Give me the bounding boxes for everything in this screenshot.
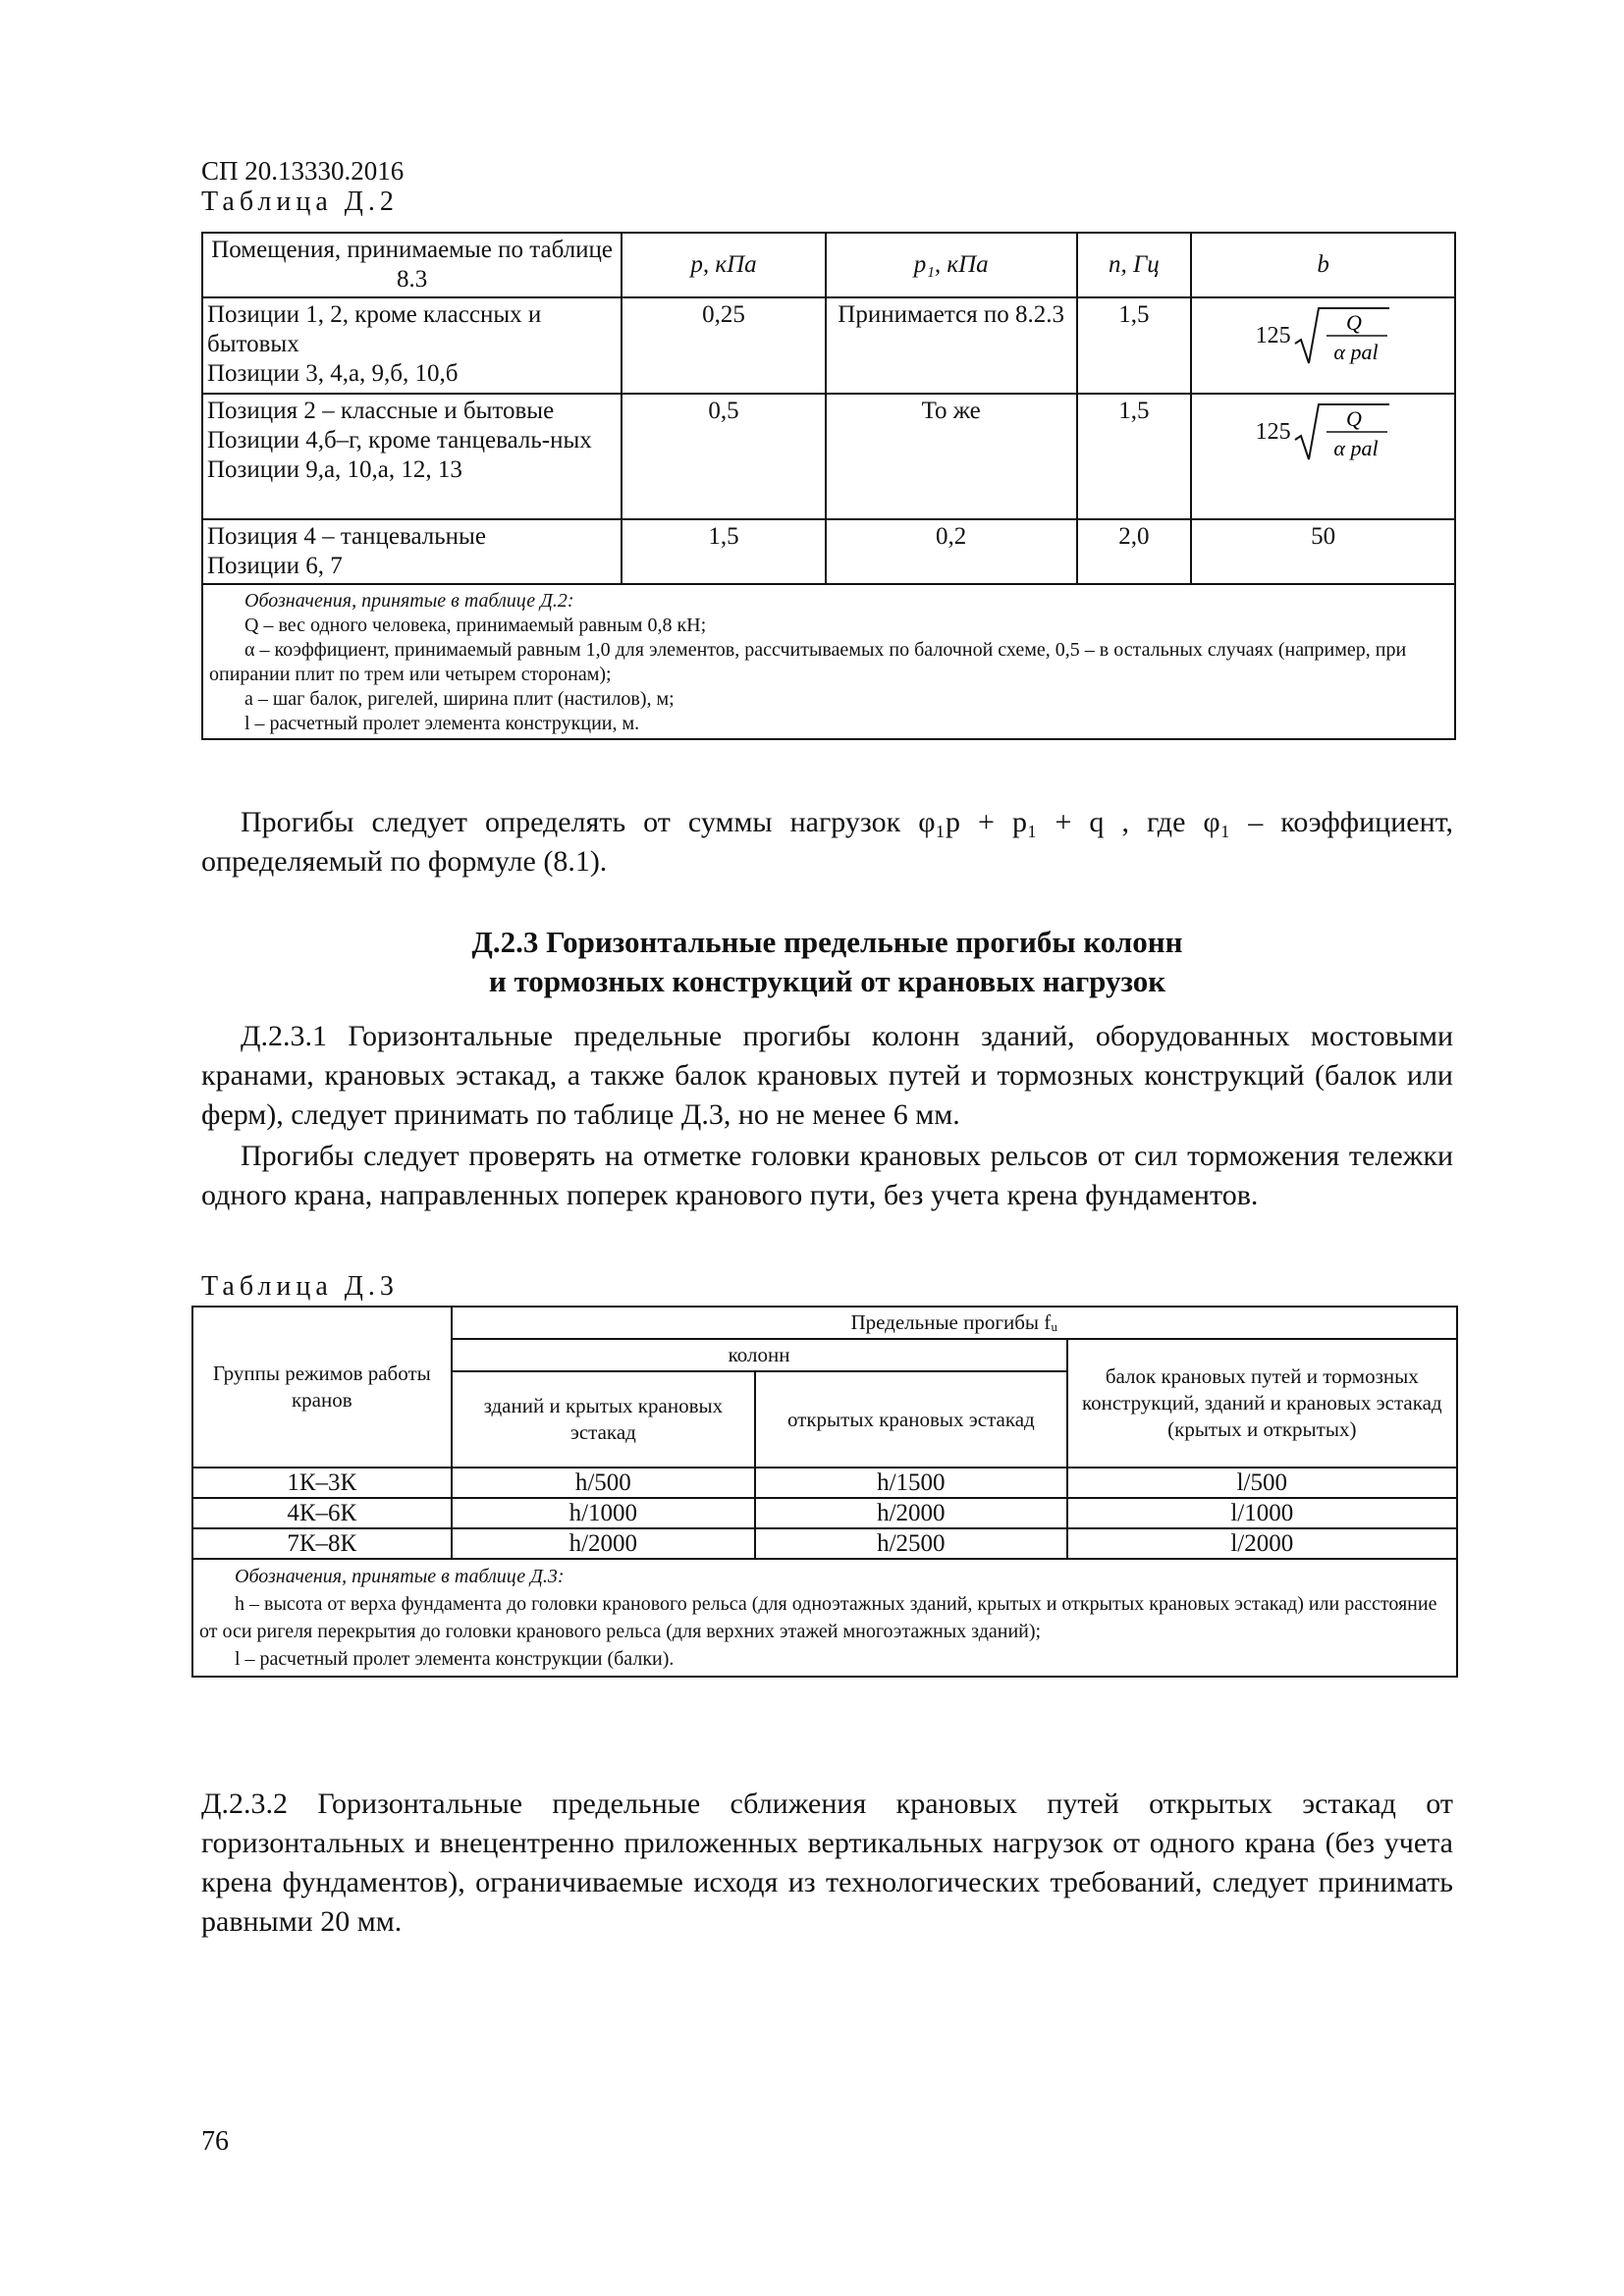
p-cell: 1,5 bbox=[622, 519, 826, 584]
p-cell: 0,5 bbox=[622, 394, 826, 519]
paragraph-d232: Д.2.3.2 Горизонтальные предельные сближения крановых путей открытых эстакад от горизонтальных и внецентренно приложенных вертикальных нагрузок от одного крана (без учета крена фундаментов), ограничиваемые исходя из технологических требований, следует принимать равными 20 мм. bbox=[201, 1788, 1453, 1938]
premises-line: Позиции 3, 4,а, 9,б, 10,б bbox=[207, 360, 459, 387]
b-formula bbox=[1256, 304, 1391, 367]
p1-cell: 0,2 bbox=[826, 519, 1077, 584]
p1-cell: То же bbox=[826, 394, 1077, 519]
sqrt-icon bbox=[1293, 304, 1391, 367]
premises-line: Позиции 1, 2, кроме классных и бытовых bbox=[207, 301, 542, 357]
note-line: α – коэффициент, принимаемый равным 1,0 для элементов, рассчитываемых по балочной схеме, 0,5 – в остальных случаях (например, при опирании плит по трем или четырем сторонам); bbox=[209, 639, 1407, 685]
note-line: h – высота от верха фундамента до головки кранового рельса (для одноэтажных зданий, крытых и открытых крановых эстакад) или расстояние от оси ригеля перекрытия до головки кранового рельса (для верхних этажей многоэтажных зданий); bbox=[199, 1593, 1437, 1642]
header-crane-beams: балок крановых путей и тормозных конструкций, зданий и крановых эстакад (крытых и открытых) bbox=[1067, 1339, 1457, 1468]
notes-row bbox=[202, 584, 1455, 739]
section-heading bbox=[201, 923, 1453, 1001]
paragraph-check-deflection: Прогибы следует проверять на отметке головки крановых рельсов от сил торможения тележки одного крана, направленных поперек кранового пути, без учета крена фундаментов. bbox=[201, 1140, 1453, 1211]
premises-line: Позиция 4 – танцевальные bbox=[207, 523, 486, 550]
table-d3 bbox=[191, 1306, 1458, 1678]
premises-cell bbox=[202, 297, 622, 394]
formula-denominator: α pal bbox=[1333, 340, 1379, 364]
n-cell: 1,5 bbox=[1077, 297, 1192, 394]
note-line: l – расчетный пролет элемента конструкции (балки). bbox=[235, 1648, 675, 1670]
header-buildings: зданий и крытых крановых эстакад bbox=[452, 1371, 756, 1468]
table-row bbox=[202, 519, 1455, 584]
p1-cell: Принимается по 8.2.3 bbox=[826, 297, 1077, 394]
formula-coefficient: 125 bbox=[1255, 323, 1291, 348]
header-p: p, кПа bbox=[622, 233, 826, 297]
table-d2 bbox=[201, 232, 1456, 740]
table-header-row bbox=[192, 1307, 1457, 1339]
b-cell: 50 bbox=[1191, 519, 1455, 584]
table3-notes bbox=[192, 1559, 1457, 1677]
notes-title: Обозначения, принятые в таблице Д.3: bbox=[235, 1566, 565, 1587]
premises-line: Позиция 2 – классные и бытовые bbox=[207, 398, 555, 424]
group-cell: 7К–8К bbox=[192, 1528, 452, 1559]
premises-line: Позиции 4,б–г, кроме танцеваль-ных bbox=[207, 427, 592, 454]
page-header bbox=[201, 155, 404, 218]
formula-coefficient: 125 bbox=[1255, 419, 1291, 445]
table3-caption: Таблица Д.3 bbox=[201, 1271, 399, 1302]
table-row bbox=[192, 1528, 1457, 1559]
value-cell: l/500 bbox=[1067, 1468, 1457, 1498]
notes-row bbox=[192, 1559, 1457, 1677]
b-formula bbox=[1256, 400, 1391, 463]
value-cell: h/2000 bbox=[452, 1528, 756, 1559]
value-cell: l/1000 bbox=[1067, 1498, 1457, 1528]
table-row bbox=[192, 1498, 1457, 1528]
header-b: b bbox=[1191, 233, 1455, 297]
sqrt-icon bbox=[1293, 400, 1391, 463]
doc-code: СП 20.13330.2016 bbox=[201, 156, 405, 186]
table-row bbox=[192, 1468, 1457, 1498]
p-cell: 0,25 bbox=[622, 297, 826, 394]
page-number: 76 bbox=[201, 2126, 229, 2157]
premises-cell bbox=[202, 519, 622, 584]
formula-denominator: α pal bbox=[1333, 436, 1379, 460]
header-columns: колонн bbox=[452, 1339, 1067, 1371]
b-cell bbox=[1191, 297, 1455, 394]
premises-line: Позиции 6, 7 bbox=[207, 553, 343, 579]
table-row bbox=[202, 297, 1455, 394]
value-cell: h/1500 bbox=[755, 1468, 1066, 1498]
header-open-trestles: открытых крановых эстакад bbox=[755, 1371, 1066, 1468]
group-cell: 1К–3К bbox=[192, 1468, 452, 1498]
formula-numerator: Q bbox=[1345, 310, 1362, 335]
value-cell: h/500 bbox=[452, 1468, 756, 1498]
header-p1: p₁, кПа bbox=[826, 233, 1077, 297]
table2-notes bbox=[202, 584, 1455, 739]
paragraph-deflection-sum: Прогибы следует определять от суммы нагрузок φ₁p + p₁ + q , где φ₁ – коэффициент, определяемый по формуле (8.1). bbox=[201, 806, 1453, 878]
header-crane-groups: Группы режимов работы кранов bbox=[192, 1307, 452, 1468]
value-cell: h/2000 bbox=[755, 1498, 1066, 1528]
note-line: l – расчетный пролет элемента конструкции, м. bbox=[244, 713, 640, 734]
heading-line-1: Д.2.3 Горизонтальные предельные прогибы колонн bbox=[471, 925, 1183, 959]
group-cell: 4К–6К bbox=[192, 1498, 452, 1528]
n-cell: 2,0 bbox=[1077, 519, 1192, 584]
note-line: Q – вес одного человека, принимаемый равным 0,8 кН; bbox=[244, 614, 707, 636]
value-cell: l/2000 bbox=[1067, 1528, 1457, 1559]
formula-numerator: Q bbox=[1345, 406, 1362, 431]
value-cell: h/1000 bbox=[452, 1498, 756, 1528]
premises-line: Позиции 9,а, 10,а, 12, 13 bbox=[207, 456, 462, 483]
header-limit-deflections: Предельные прогибы fᵤ bbox=[452, 1307, 1457, 1339]
header-n: n, Гц bbox=[1077, 233, 1192, 297]
b-cell bbox=[1191, 394, 1455, 519]
notes-title: Обозначения, принятые в таблице Д.2: bbox=[244, 590, 574, 612]
n-cell: 1,5 bbox=[1077, 394, 1192, 519]
table2-caption: Таблица Д.2 bbox=[201, 187, 399, 217]
table-row bbox=[202, 394, 1455, 519]
note-line: a – шаг балок, ригелей, ширина плит (настилов), м; bbox=[244, 688, 675, 710]
heading-line-2: и тормозных конструкций от крановых нагрузок bbox=[488, 964, 1166, 998]
paragraph-d231: Д.2.3.1 Горизонтальные предельные прогибы колонн зданий, оборудованных мостовыми кранами, крановых эстакад, а также балок крановых путей и тормозных конструкций (балок или ферм), следует принимать по таблице Д.3, но не менее 6 мм. bbox=[201, 1020, 1453, 1131]
header-premises: Помещения, принимаемые по таблице 8.3 bbox=[202, 233, 622, 297]
value-cell: h/2500 bbox=[755, 1528, 1066, 1559]
premises-cell bbox=[202, 394, 622, 519]
table-header-row bbox=[202, 233, 1455, 297]
